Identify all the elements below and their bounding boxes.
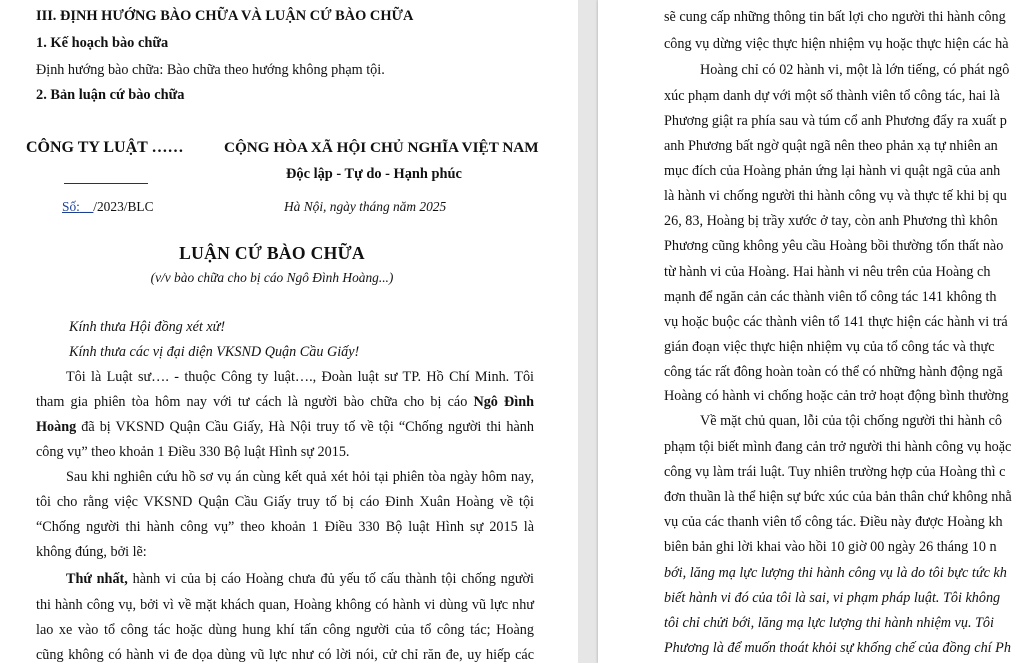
paragraph-3-line-2: thi hành công vụ, bởi vì về mặt khách quan, Hoàng không có hành vi dùng vũ lực như (36, 597, 534, 613)
reference-number (62, 200, 154, 213)
right-line: biết hành vi đó của tôi là sai, vi phạm pháp luật. Tôi không (664, 590, 1001, 606)
paragraph-1-line-3 (36, 420, 534, 434)
p3-l1-text: hành vi của bị cáo Hoàng chưa đủ yếu tố cấu thành tội chống người (127, 571, 534, 587)
paragraph-2-line-4: không đúng, bởi lẽ: (36, 544, 147, 560)
right-line: vụ của các thanh viên tổ công tác. Điều này được Hoàng kh (664, 514, 1003, 530)
greeting-court: Kính thưa Hội đồng xét xử! (69, 319, 226, 335)
right-line: phạm tội biết mình đang cản trở người thi hành công vụ hoặc (664, 439, 1012, 455)
right-line: Phương giật ra phía sau và túm cổ anh Phương đẩy ra xuất p (664, 113, 1007, 129)
right-line: sẽ cung cấp những thông tin bất lợi cho người thi hành công (664, 9, 1006, 25)
defendant-name-end: Hoàng (36, 419, 77, 435)
p1-l3-text: đã bị VKSND Quận Cầu Giấy, Hà Nội truy tố về tội “Chống người thi hành (76, 419, 534, 435)
subheading-argument: 2. Bản luận cứ bào chữa (36, 87, 185, 103)
right-line: Phương cũng không yêu cầu Hoàng bồi thường tổn thất nào (664, 238, 1004, 254)
paragraph-3-line-3: lao xe vào tổ công tác hoặc dùng hung khí tấn công người của tổ công tác; Hoàng (36, 622, 534, 638)
right-line: Phương là để muốn thoát khỏi sự khống chế của đồng chí Ph (664, 640, 1011, 656)
paragraph-2-line-1: Sau khi nghiên cứu hồ sơ vụ án cùng kết quả xét hỏi tại phiên tòa ngày hôm nay, (66, 469, 534, 485)
document-title: LUẬN CỨ BÀO CHỮA (179, 243, 365, 263)
republic-title: CỘNG HÒA XÃ HỘI CHỦ NGHĨA VIỆT NAM (224, 139, 539, 156)
right-line: từ hành vi của Hoàng. Hai hành vi nêu trên của Hoàng ch (664, 264, 991, 280)
subheading-plan: 1. Kế hoạch bào chữa (36, 35, 169, 51)
first-point-label: Thứ nhất, (66, 571, 128, 587)
ref-suffix: /2023/BLC (93, 199, 154, 214)
document-subtitle: (v/v bào chữa cho bị cáo Ngô Đình Hoàng...) (150, 270, 394, 285)
right-line: gián đoạn việc thực hiện nhiệm vụ của tổ công tác và thực (664, 339, 995, 355)
paragraph-2-line-2: tôi cho rằng việc VKSND Quận Cầu Giấy truy tố bị cáo Đinh Xuân Hoàng về tội (36, 494, 534, 510)
right-line: Về mặt chủ quan, lỗi của tội chống người thi hành cô (700, 413, 1003, 429)
ref-prefix: Số: (62, 199, 80, 214)
national-motto: Độc lập - Tự do - Hạnh phúc (286, 166, 462, 182)
right-line: là hành vi chống người thi hành công vụ và thực tế khi bị qu (664, 188, 1007, 204)
right-line: mạnh để ngăn cản các thành viên tổ công tác 141 không th (664, 289, 997, 305)
right-line: đơn thuần là thể hiện sự bức xúc của bản thân chứ không nhằ (664, 489, 1012, 505)
right-line: 26, 83, Hoàng bị trầy xước ở tay, còn anh Phương thì khôn (664, 213, 998, 229)
company-name: CÔNG TY LUẬT …… (26, 139, 184, 156)
paragraph-3-line-1 (66, 572, 534, 586)
right-line: vụ hoặc buộc các thành viên tổ 141 thực hiện các hành vi trá (664, 314, 1008, 330)
p1-l2-text: tham gia phiên tòa hôm nay với tư cách là người bào chữa cho bị cáo (36, 394, 474, 410)
greeting-procuracy: Kính thưa các vị đại diện VKSND Quận Cầu Giấy! (69, 344, 360, 360)
right-line: bới, lăng mạ lực lượng thi hành công vụ là do tôi bực tức kh (664, 565, 1007, 581)
right-line: công vụ dừng việc thực hiện nhiệm vụ hoặc thực hiện các hà (664, 36, 1009, 52)
defendant-name-part: Ngô Đình (473, 394, 535, 410)
paragraph-3-line-4: cũng không có hành vi đe dọa dùng vũ lực như có lời nói, cử chỉ răn đe, uy hiếp các (36, 647, 534, 663)
paragraph-1-line-1: Tôi là Luật sư…. - thuộc Công ty luật…., Đoàn luật sư TP. Hồ Chí Minh. Tôi (66, 369, 534, 385)
right-line: Hoàng có hành vi chống hoặc cản trở hoạt động bình thường (664, 388, 1009, 404)
paragraph-1-line-2 (36, 395, 534, 409)
paragraph-1-line-4: công vụ” theo khoản 1 Điều 330 Bộ luật Hình sự 2015. (36, 444, 350, 460)
right-line: mục đích của Hoàng phản ứng lại hành vi quật ngã của anh (664, 163, 1001, 179)
document-page-right (598, 0, 1024, 663)
right-line: tôi chỉ chửi bới, lăng mạ lực lượng thi hành nhiệm vụ. Tôi (664, 615, 994, 631)
orientation-text: Định hướng bào chữa: Bào chữa theo hướng không phạm tội. (36, 62, 385, 78)
right-line: Hoàng chỉ có 02 hành vi, một là lớn tiếng, có phát ngô (700, 62, 1010, 78)
divider-line (64, 183, 148, 184)
right-line: biên bản ghi lời khai vào hồi 10 giờ 00 ngày 26 tháng 10 n (664, 539, 997, 555)
section-heading: III. ĐỊNH HƯỚNG BÀO CHỮA VÀ LUẬN CỨ BÀO CHỮA (36, 8, 414, 24)
ref-blank: __ (79, 199, 94, 214)
right-line: xúc phạm danh dự với một số thành viên tổ công tác, hai là (664, 88, 1000, 104)
right-line: anh Phương bất ngờ quật ngã nên theo phản xạ tự nhiên an (664, 138, 998, 154)
right-line: công vụ làm trái luật. Tuy nhiên trường hợp của Hoàng thì c (664, 464, 1006, 480)
right-line: công tác rất đông hoàn toàn có thể có những hành động ngă (664, 364, 1003, 380)
page-gap (578, 0, 598, 663)
paragraph-2-line-3: “Chống người thi hành công vụ” theo khoản 1 Điều 330 Bộ luật Hình sự 2015 là (36, 519, 534, 535)
date-line: Hà Nội, ngày tháng năm 2025 (284, 199, 447, 214)
